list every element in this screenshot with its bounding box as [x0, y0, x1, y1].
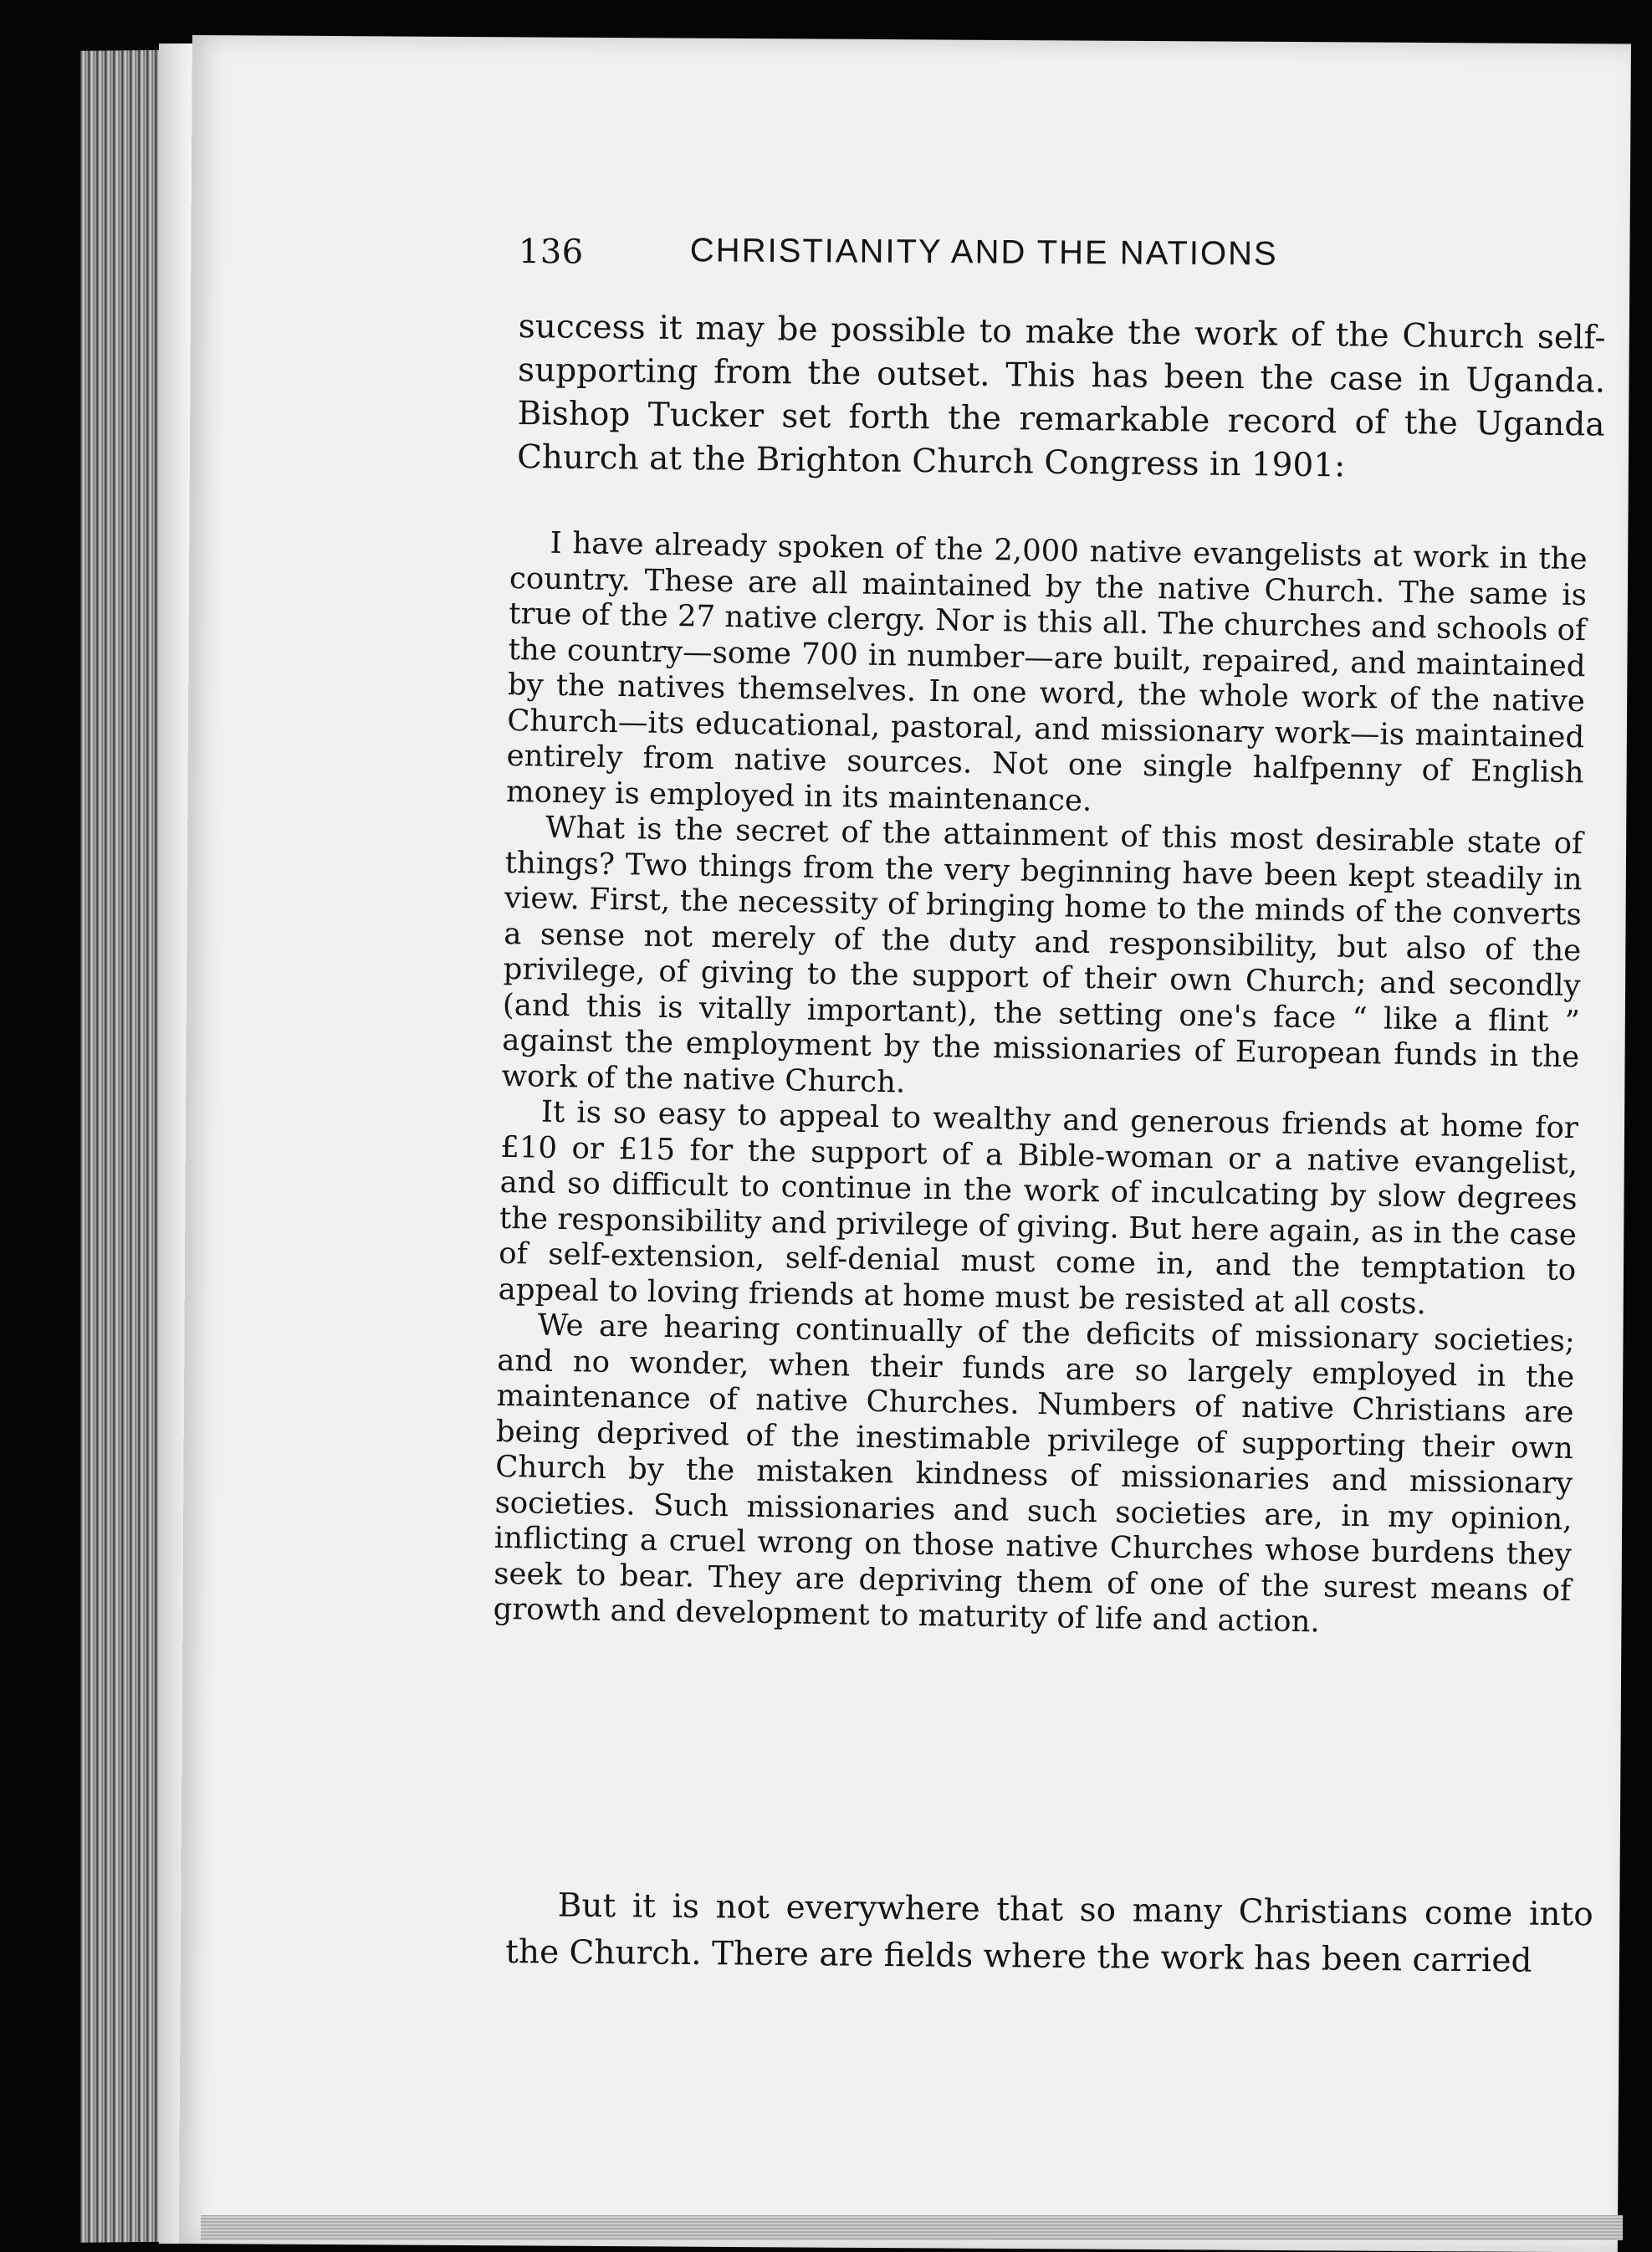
quote-paragraph: I have already spoken of the 2,000 native evangelists at work in the country. These are all maintained by the native Church. The same is true of the 27 native clergy. Nor is this all. The churches and schools of the country—some 700 in number—are built, repaired, and maintained by the natives themselves. In one word, the whole work of the native Church—its educational, pastoral, and missionary work—is maintained entirely from native sources. Not one single halfpenny of English money is employed in its maintenance. [505, 525, 1588, 818]
block-quotation [493, 525, 1588, 1645]
running-title: CHRISTIANITY AND THE NATIONS [689, 232, 1278, 273]
closing-text [505, 1882, 1593, 1985]
book-page-bottom-edge [201, 2215, 1623, 2240]
quote-paragraph: It is so easy to appeal to wealthy and generous friends at home for £10 or £15 for the support of a Bible-woman or a native evangelist, and so difficult to continue in the work of inculcating by slow degrees the responsibility and privilege of giving. But here again, as in the case of self-extension, self-denial must come in, and the temptation to appeal to loving friends at home must be resisted at all costs. [498, 1094, 1579, 1321]
opening-paragraph: success it may be possible to make the work of the Church self-supporting from the outset. This has been the case in Uganda. Bishop Tucker set forth the remarkable record of the Uganda Church at the Brighton Church Congress in 1901: [516, 307, 1606, 485]
running-head [519, 233, 1606, 289]
quote-paragraph: What is the secret of the attainment of this most desirable state of things? Two things from the very beginning have been kept steadily in view. First, the necessity of bringing home to the minds of the converts a sense not merely of the duty and responsibility, but also of the privilege, of giving to the support of their own Church; and secondly (and this is vitally important), the setting one's face “ like a flint ” against the employment by the missionaries of European funds in the work of the native Church. [501, 810, 1583, 1099]
body-text [517, 305, 1606, 491]
closing-paragraph: But it is not everywhere that so many Christians come into the Church. There are fields where the work has been carried [505, 1886, 1593, 1980]
page-number: 136 [518, 233, 584, 272]
quote-paragraph: We are hearing continually of the deficits of missionary societies; and no wonder, when their funds are so largely employed in the maintenance of native Churches. Numbers of native Christians are being deprived of the inestimable privilege of supporting their own Church by the mistaken kindness of missionaries and missionary societies. Such missionaries and such societies are, in my opinion, inflicting a cruel wrong on those native Churches whose burdens they seek to bear. They are depriving them of one of the surest means of growth and development to maturity of life and action. [493, 1308, 1576, 1640]
